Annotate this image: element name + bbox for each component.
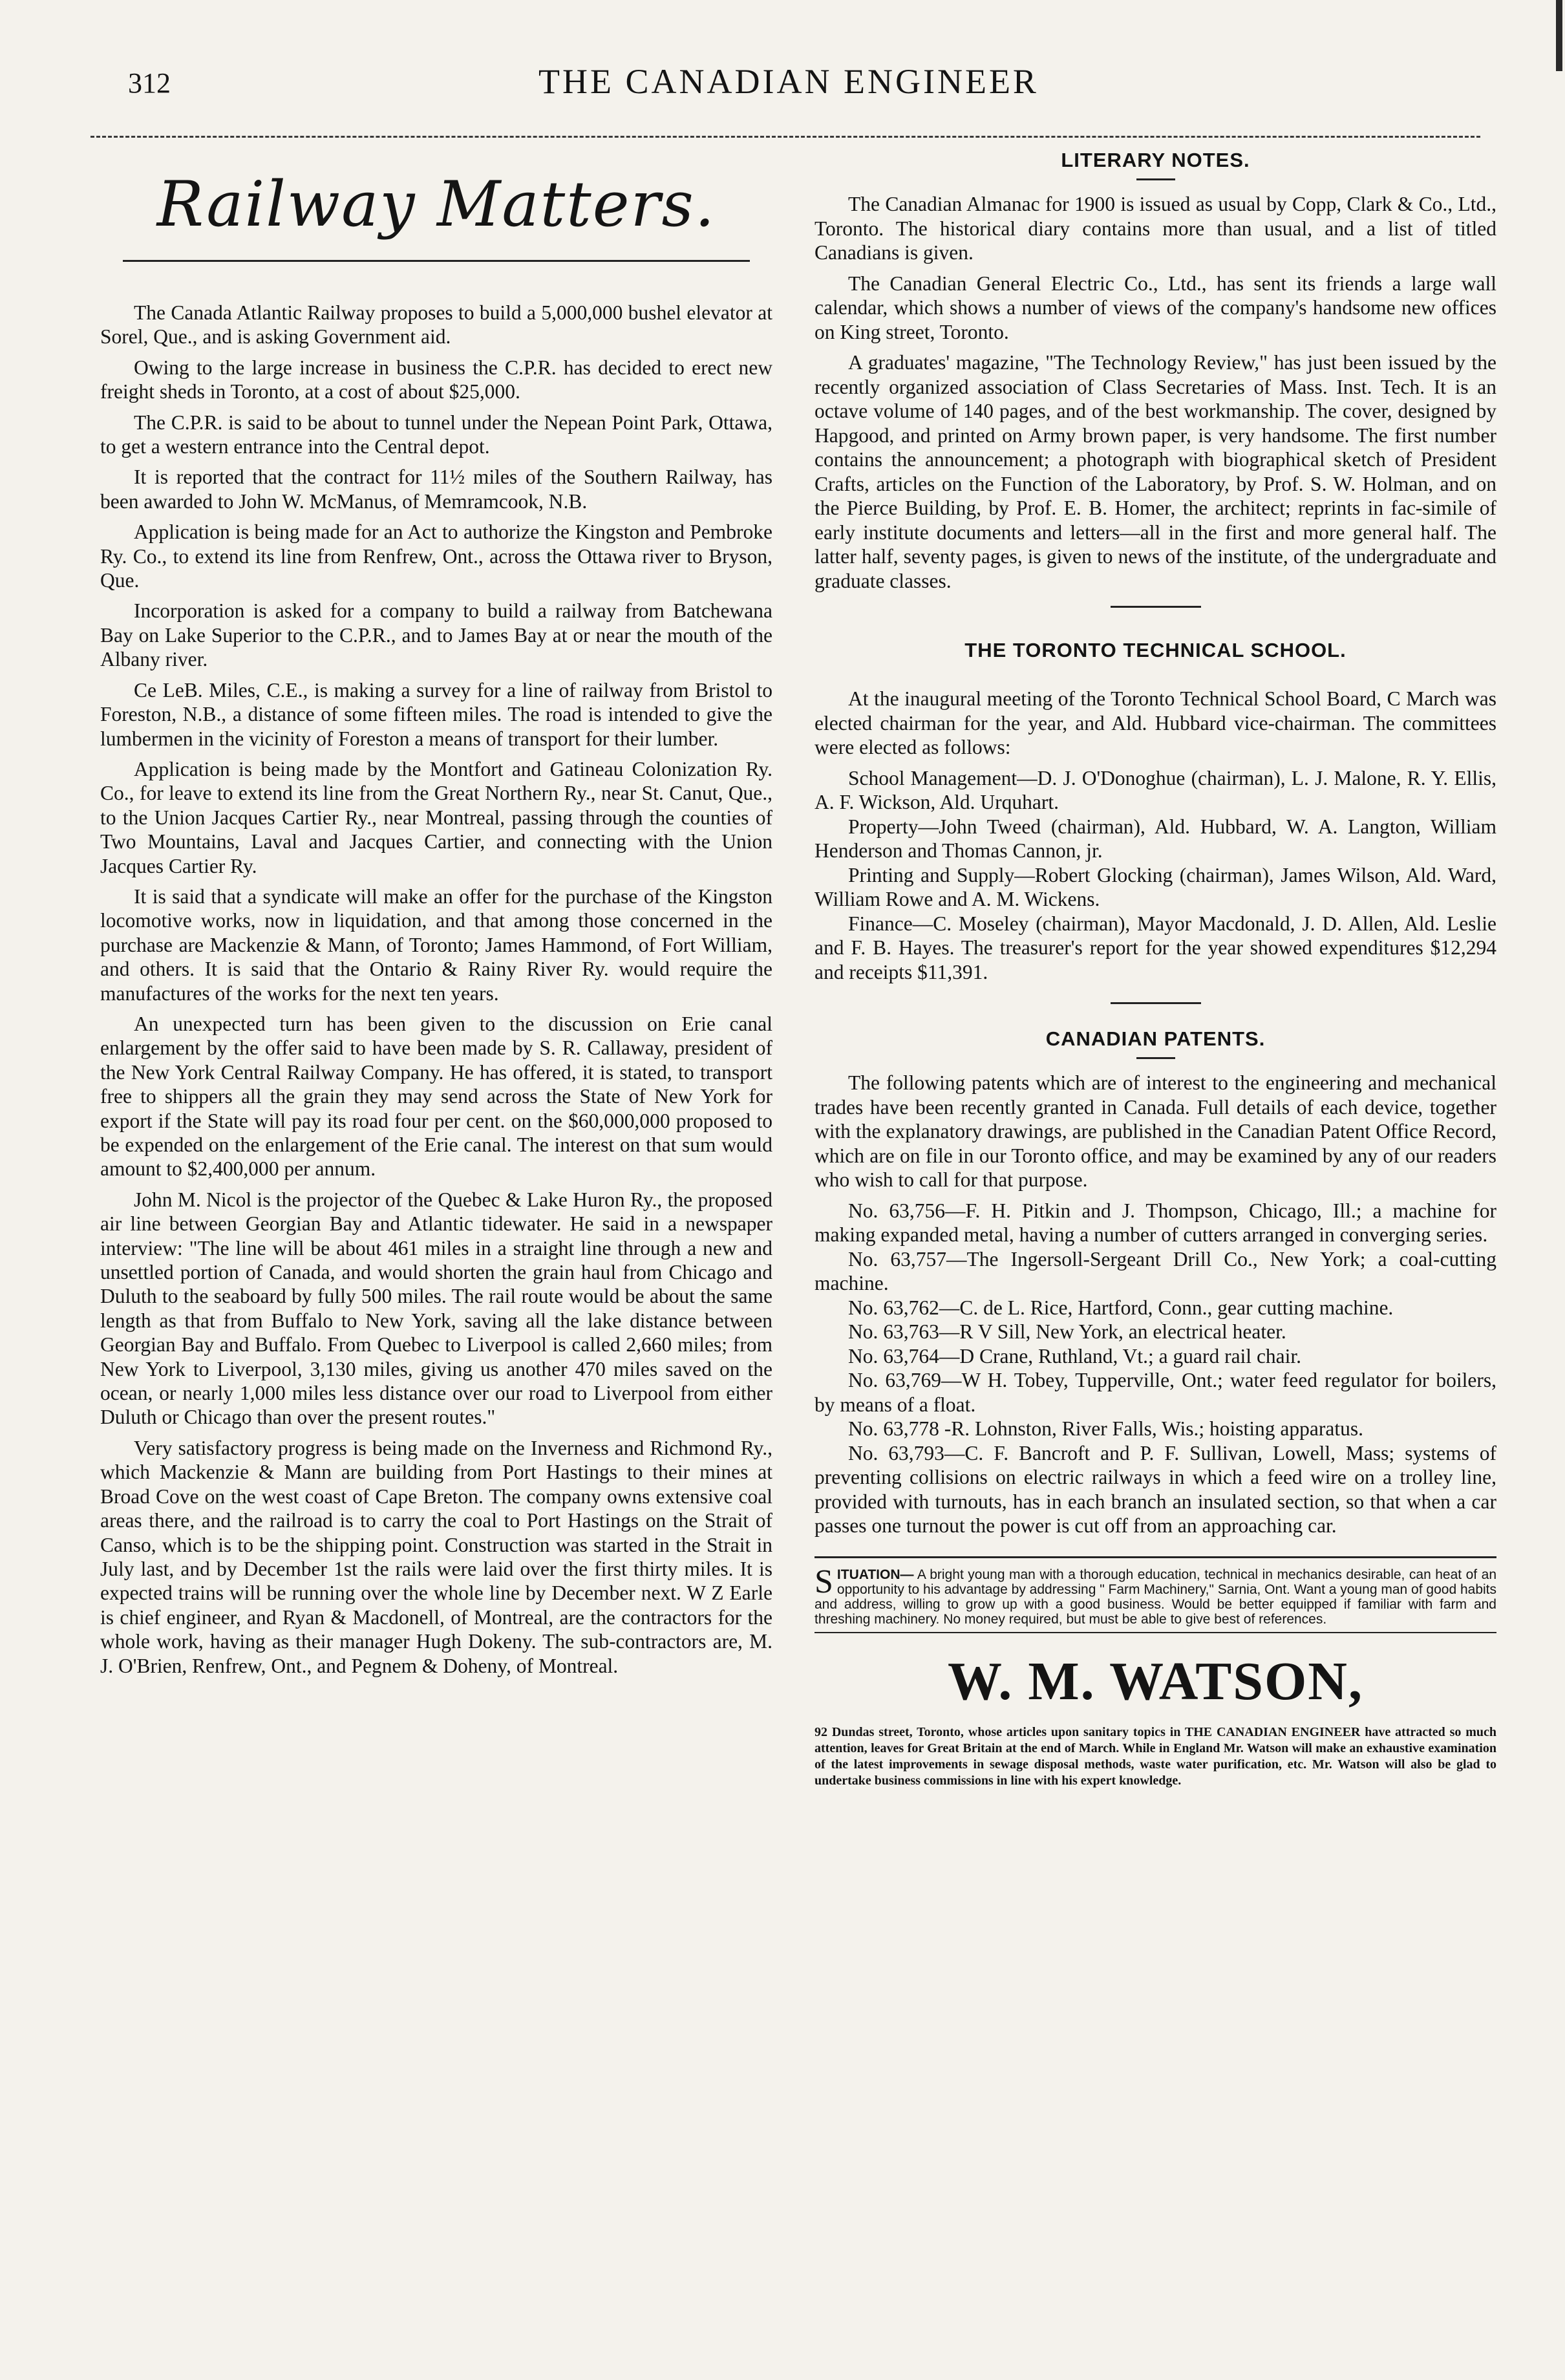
journal-title: THE CANADIAN ENGINEER: [538, 62, 1039, 101]
patent-entry: No. 63,763—R V Sill, New York, an electrical heater.: [848, 1320, 1286, 1343]
patents-intro: The following patents which are of interest to the engineering and mechanical trades have been recently granted in Canada. Full details of each device, together with the explanatory drawings, are published in the Canadian Patent Office Record, which are on file in our Toronto office, and may be examined by any of our readers who wish to call for that purpose.: [814, 1071, 1496, 1191]
article-paragraph: Incorporation is asked for a company to build a railway from Batchewana Bay on Lake Superior to the C.P.R., and to James Bay at or near the mouth of the Albany river.: [100, 599, 772, 671]
watson-name: W. M. WATSON,: [948, 1651, 1363, 1711]
patent-entry: No. 63,793—C. F. Bancroft and P. F. Sullivan, Lowell, Mass; systems of preventing collisions on electric railways in which a feed wire on a trolley line, provided with turnouts, has in each branch an insulated section, so that when a car passes one turnout the power is cut off from an approaching car.: [814, 1441, 1496, 1537]
article-paragraph: Owing to the large increase in business the C.P.R. has decided to erect new freight sheds in Toronto, at a cost of about $25,000.: [100, 356, 772, 403]
patent-entry: No. 63,764—D Crane, Ruthland, Vt.; a guard rail chair.: [848, 1344, 1302, 1367]
article-paragraph: The Canada Atlantic Railway proposes to build a 5,000,000 bushel elevator at Sorel, Que., and is asking Government aid.: [100, 301, 772, 348]
article-paragraph: Application is being made for an Act to authorize the Kingston and Pembroke Ry. Co., to extend its line from Renfrew, Ont., across the Ottawa river to Bryson, Que.: [100, 520, 772, 592]
page-number: 312: [128, 67, 171, 99]
literary-notes-heading: LITERARY NOTES.: [1061, 149, 1250, 171]
situation-advertisement: [814, 1556, 1496, 1633]
literary-notes-section: [814, 149, 1496, 593]
railway-matters-masthead: Railway Matters.: [156, 168, 716, 241]
section-rule: [1136, 178, 1175, 180]
left-column: [100, 149, 772, 1684]
school-paragraph: At the inaugural meeting of the Toronto Technical School Board, C March was elected chairman for the year, and Ald. Hubbard vice-chairman. The committees were elected as follows:: [814, 687, 1496, 758]
watson-text: 92 Dundas street, Toronto, whose articles upon sanitary topics in THE CANADIAN ENGINEER have attracted so much attention, leaves for Great Britain at the end of March. While in England Mr. Watson will make an exhaustive examination of the latest improvements in sewage disposal methods, waste water purification, etc. Mr. Watson will also be glad to undertake business commissions in line with his expert knowledge.: [814, 1724, 1496, 1788]
spacer: [814, 669, 1496, 687]
patent-entry: No. 63,756—F. H. Pitkin and J. Thompson, Chicago, Ill.; a machine for making expanded metal, having a number of cutters arranged in converging series.: [814, 1199, 1496, 1246]
spacer: [814, 1016, 1496, 1027]
toronto-technical-school-section: [814, 639, 1496, 984]
article-paragraph: It is reported that the contract for 11½ miles of the Southern Railway, has been awarded to John W. McManus, of Memramcook, N.B.: [100, 466, 772, 513]
section-divider: [1111, 606, 1201, 608]
situation-lead: ITUATION—: [836, 1567, 914, 1582]
railway-articles: [100, 301, 772, 1678]
article-paragraph: An unexpected turn has been given to the discussion on Erie canal enlargement by the offer said to have been made by S. R. Callaway, president of the New York Central Railway Company. He has offered, it is stated, to transport free to shippers all the grain they may send across the State of New York for export if the State will pay its road four per cent. on the $60,000,000 proposed to be expended on the enlargement of the Erie canal. The interest on that sum would amount to $2,400,000 per annum.: [100, 1012, 772, 1181]
patent-entry: No. 63,762—C. de L. Rice, Hartford, Conn., gear cutting machine.: [848, 1296, 1394, 1319]
article-paragraph: It is said that a syndicate will make an offer for the purchase of the Kingston locomotive works, now in liquidation, and that among those concerned in the purchase are Mackenzie & Mann, of Toronto; James Hammond, of Fort William, and others. It is said that the Ontario & Rainy River Ry. would require the manufactures of the works for the next ten years.: [100, 884, 772, 1005]
article-paragraph: John M. Nicol is the projector of the Quebec & Lake Huron Ry., the proposed air line between Georgian Bay and Atlantic tidewater. He said in a newspaper interview: "The line will be about 461 miles in a straight line through a new and unsettled portion of Canada, and would shorten the grain haul from Chicago and Duluth to the seaboard by fully 500 miles. The rail route would be about the same length as that from Buffalo to New York, saving all the lake distance between Georgian Bay and Buffalo. From Quebec to Liverpool is called 2,660 miles; from New York to Liverpool, 3,130 miles, giving us another 470 miles saved on the ocean, or nearly 1,000 miles less distance over our road to Liverpool from either Duluth or Chicago than over the present routes.": [100, 1188, 772, 1429]
canadian-patents-section: [814, 1027, 1496, 1538]
article-paragraph: Application is being made by the Montfort and Gatineau Colonization Ry. Co., for leave to extend its line from the Great Northern Ry., near St. Canut, Que., to the Union Jacques Cartier Ry., near Montreal, passing through the counties of Two Mountains, Laval and Jacques Cartier, and connecting with the Union Jacques Cartier Ry.: [100, 757, 772, 877]
article-paragraph: The C.P.R. is said to be about to tunnel under the Nepean Point Park, Ottawa, to get a western entrance into the Central depot.: [100, 411, 772, 458]
canadian-patents-heading: CANADIAN PATENTS.: [1045, 1027, 1266, 1050]
school-committee: Finance—C. Moseley (chairman), Mayor Macdonald, J. D. Allen, Ald. Leslie and F. B. Hayes. The treasurer's report for the year showed expenditures $12,294 and receipts $11,391.: [814, 912, 1496, 983]
toronto-technical-school-heading: THE TORONTO TECHNICAL SCHOOL.: [964, 639, 1347, 661]
school-committee: Printing and Supply—Robert Glocking (chairman), James Wilson, Ald. Ward, William Rowe and A. M. Wickens.: [814, 863, 1496, 910]
right-column: [814, 149, 1496, 1789]
literary-paragraph: The Canadian General Electric Co., Ltd., has sent its friends a large wall calendar, which shows a number of views of the company's handsome new offices on King street, Toronto.: [814, 272, 1496, 343]
scan-edge-mark: [1556, 0, 1562, 71]
literary-paragraph: A graduates' magazine, "The Technology Review," has just been issued by the recently organized association of Class Secretaries of Mass. Inst. Tech. It is an octave volume of 140 pages, and of the best workmanship. The cover, designed by Hapgood, and printed on Army brown paper, is very handsome. The first number contains the announcement; a photograph with biographical sketch of President Crafts, articles on the Function of the Laboratory, by Prof. S. W. Holman, and on the Pierce Building, by Prof. E. B. Homer, the architect; reprints in fac-simile of early institute documents and letters—all in the first and more general half. The latter half, seventy pages, is given to news of the institute, of the undergraduate and graduate classes.: [814, 351, 1496, 592]
patent-entry: No. 63,757—The Ingersoll-Sergeant Drill Co., New York; a coal-cutting machine.: [814, 1247, 1496, 1294]
patent-entry: No. 63,769—W H. Tobey, Tupperville, Ont.; water feed regulator for boilers, by means of a float.: [814, 1369, 1496, 1416]
article-paragraph: Very satisfactory progress is being made on the Inverness and Richmond Ry., which Mackenzie & Mann are building from Port Hastings to their mines at Broad Cove on the west coast of Cape Breton. The company owns extensive coal areas there, and the railroad is to carry the coal to Port Hastings on the Strait of Canso, which is to be the shipping point. Construction was started in the Strait in July last, and by December 1st the rails were laid over the first thirty miles. It is expected trains will be running over the whole line by December next. W Z Earle is chief engineer, and Ryan & Macdonell, of Montreal, are the contractors for the whole work, having as their manager Hugh Dokeny. The sub-contractors are, M. J. O'Brien, Renfrew, Ont., and Pegnem & Doheny, of Montreal.: [100, 1436, 772, 1677]
situation-initial: S: [814, 1563, 833, 1600]
masthead-rule: [123, 260, 750, 262]
spacer: [814, 619, 1496, 639]
patent-entry: No. 63,778 -R. Lohnston, River Falls, Wis.; hoisting apparatus.: [848, 1417, 1363, 1440]
article-paragraph: Ce LeB. Miles, C.E., is making a survey for a line of railway from Bristol to Foreston, N.B., a distance of some fifteen miles. The road is intended to give the lumbermen in the vicinity of Foreston a means of transport for their lumber.: [100, 678, 772, 750]
school-committee: School Management—D. J. O'Donoghue (chairman), L. J. Malone, R. Y. Ellis, A. F. Wickson, Ald. Urquhart.: [814, 766, 1496, 813]
watson-advertisement: [814, 1650, 1496, 1789]
situation-text: A bright young man with a thorough education, technical in mechanics desirable, can heat of an opportunity to his advantage by addressing " Farm Machinery," Sarnia, Ont. Want a young man of good habits and address, willing to grow up with a good business. Would be better equipped if familiar with farm and threshing machinery. No money required, but must be able to give best of references.: [814, 1567, 1496, 1627]
section-rule: [1136, 1057, 1175, 1059]
page-header: [90, 61, 1487, 107]
school-committee: Property—John Tweed (chairman), Ald. Hubbard, W. A. Langton, William Henderson and Thomas Cannon, jr.: [814, 815, 1496, 862]
section-divider: [1111, 1002, 1201, 1004]
header-rule: [90, 136, 1480, 138]
literary-paragraph: The Canadian Almanac for 1900 is issued as usual by Copp, Clark & Co., Ltd., Toronto. The historical diary contains more than usual, and a list of titled Canadians is given.: [814, 193, 1496, 264]
